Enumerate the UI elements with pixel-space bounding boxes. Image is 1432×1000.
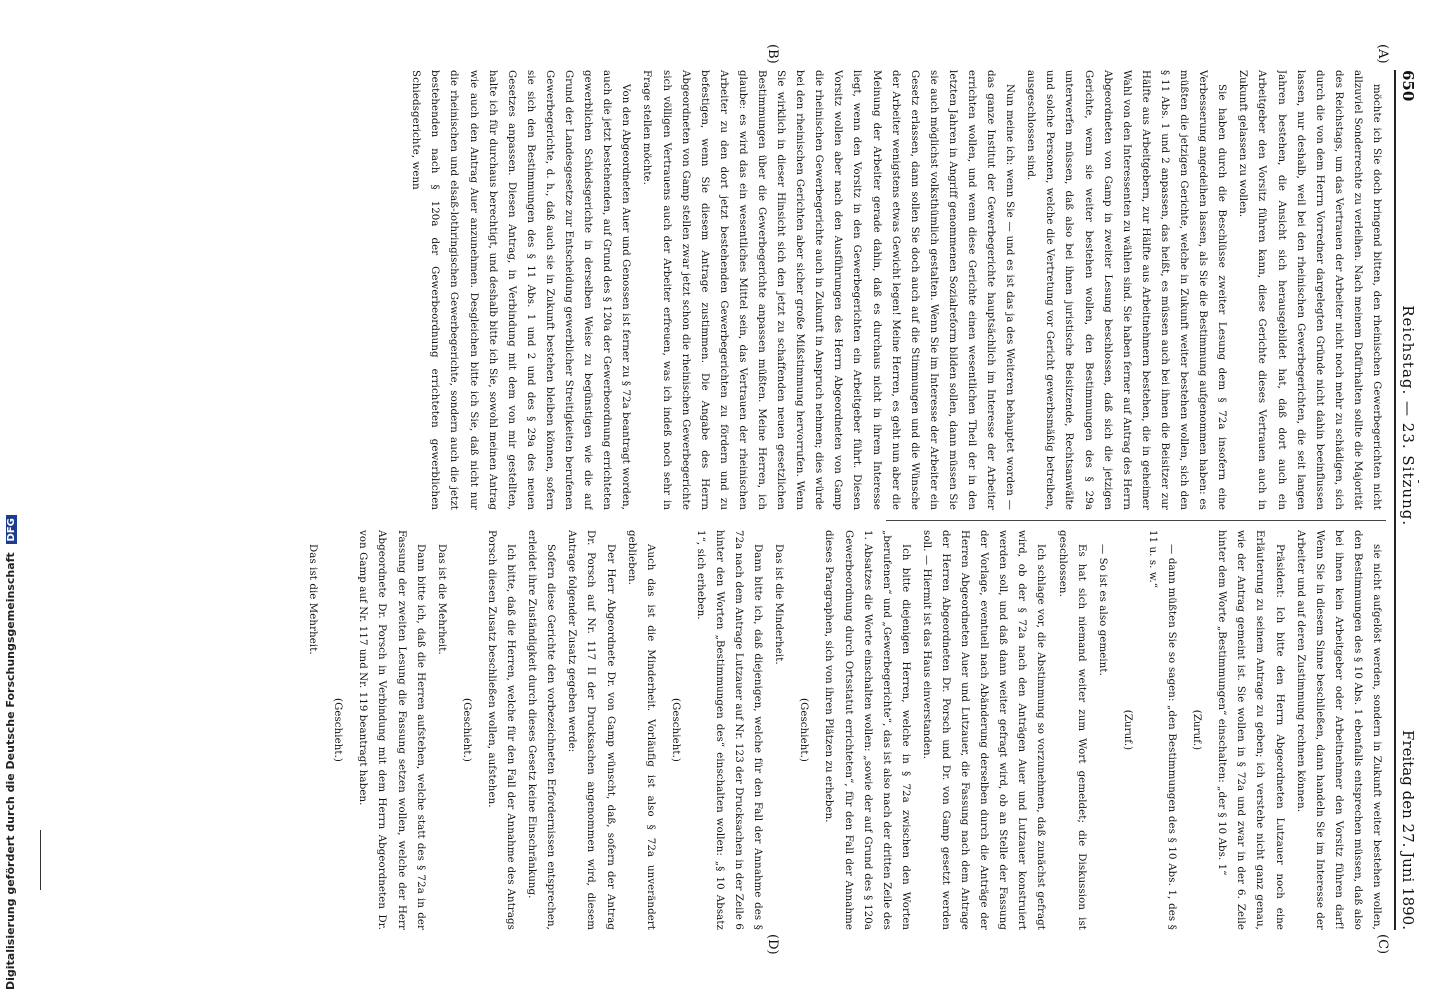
right-paragraph: Es hat sich niemand weiter zum Wort gemeldet; die Diskussion ist geschlossen. xyxy=(1056,530,1087,930)
right-paragraph: Das ist die Mehrheit. xyxy=(307,544,319,655)
page-header-date: Freitag den 27. Juni 1890. xyxy=(1399,730,1417,930)
dfg-credit-text xyxy=(4,0,17,990)
interjection: (Geschieht.) xyxy=(798,698,810,762)
right-paragraph: Der Herr Abgeordnete Dr. von Gamp wünscht, daß, sofern der Antrag Dr. Porsch auf Nr. 117 II der Drucksachen angenommen wird, diesem Antrage folgender Zusatz gegeben werde: xyxy=(566,530,616,930)
right-paragraph: Dann bitte ich, daß diejenigen, welche für den Fall der Annahme des § 72a nach dem Antrage Lutzauer auf Nr. 123 der Drucksachen in der Zeile 6 hinter den Worten „Bestimmungen des“ einschalten wollen: „§ 10 Absatz 1“, sich erheben. xyxy=(694,530,764,930)
right-paragraph: Dann bitte ich, daß die Herren aufstehen, welche statt des § 72a in der Fassung der zweiten Lesung die Fassung setzen wollen, welche der Herr Abgeordnete Dr. Porsch in Verbindung mit dem Herrn Abgeordneten Dr. von Gamp auf Nr. 117 und Nr. 119 beantragt haben. xyxy=(357,530,426,930)
right-paragraph: Ich bitte, daß die Herren, welche für den Fall der Annahme des Antrags Porsch diesen Zusatz beschließen wollen, aufstehen. xyxy=(485,530,517,930)
dfg-logo: DFG xyxy=(6,515,17,544)
page-number: 650 xyxy=(1399,70,1417,102)
margin-marker-a: (A) xyxy=(1375,44,1390,64)
rotated-document xyxy=(120,40,1420,960)
right-paragraph: Auch das ist die Minderheit. Vorläufig ist also § 72a unverändert geblieben. xyxy=(625,530,656,930)
column-divider xyxy=(886,520,1386,521)
quoted-text: Sofern diese Gerichte den vorbezeichneten Erfordernissen entsprechen, erleidet ihre Zuständigkeit durch dieses Gesetz keine Einschränkung. xyxy=(526,530,557,930)
page-header xyxy=(1394,70,1420,930)
interjection: (Zuruf.) xyxy=(1121,709,1133,751)
margin-marker-d: (D) xyxy=(765,934,780,955)
right-paragraph: Ich bitte diejenigen Herren, welche in § 72a zwischen den Worten „berufenen“ und „Gewerbegerichte“, das ist also nach der dritten Zeile des 1. Absatzes die Worte einschalten wollen: „sowie der auf Grund des § 120a Gewerbeordnung durch Ortsstatut errichteten“, für den Fall der Annahme dieses Paragraphen, sich von ihren Plätzen zu erheben. xyxy=(823,530,911,930)
interjection: (Geschieht.) xyxy=(460,698,472,762)
page-header-title: Reichstag. — 23. Sitzung. xyxy=(1399,305,1417,527)
right-column xyxy=(126,530,1386,930)
margin-marker-b: (B) xyxy=(765,44,780,64)
scan-margin-tick xyxy=(1418,480,1419,483)
interjection: (Zuruf.) xyxy=(1191,709,1203,751)
left-paragraph: Sie haben durch die Beschlüsse zweiter Lesung dem § 72a insofern eine Verbesserung angedeihen lassen, als Sie die Bestimmung aufgenommen haben: es müßten die jetzigen Gerichte, welche in Zukunft weiter bestehen wollen, sich den § 11 Abs. 1 und 2 anpassen, das heißt, es müssen auch bei ihnen die Beisitzer zur Hälfte aus Arbeitgebern, zur Hälfte aus Arbeitnehmern bestehen, die in geheimer Wahl von den Interessenten zu wählen sind. Sie haben ferner auf Antrag des Herrn Abgeordneten von Gamp in zweiter Lesung beschlossen, daß sich die jetzigen Gerichte, wenn sie weiter bestehen wollen, den Bestimmungen des § 29a unterwerfen müssen, daß also bei ihnen juristische Beisitzende, Rechtsanwälte und solche Personen, welche die Vertretung vor Gericht gewerbsmäßig betreiben, ausgeschlossen sind. xyxy=(1025,70,1228,510)
right-paragraph: — dann müßten Sie so sagen: „den Bestimmungen des § 10 Abs. 1, des § 11 u. s. w.“ xyxy=(1146,530,1178,930)
right-paragraph: Das ist die Minderheit. xyxy=(773,544,785,665)
right-paragraph: Das ist die Mehrheit. xyxy=(435,544,447,655)
left-column xyxy=(126,70,1386,510)
interjection: (Geschieht.) xyxy=(669,698,681,762)
dfg-credit-label: Digitalisierung gefördert durch die Deutsche Forschungsgemeinschaft xyxy=(4,552,17,990)
dfg-credit-band xyxy=(0,0,24,1000)
right-paragraph: Ich schlage vor, die Abstimmung so vorzunehmen, daß zunächst gefragt wird, ob der § 72a nach den Anträgen Auer und Lutzauer konstruiert werden soll, und daß dann weiter gefragt wird, ob an Stelle der Fassung der Vorlage, eventuell nach Abänderung derselben durch die Anträge der Herren Abgeordneten Auer und Lutzauer, die Fassung nach dem Antrage der Herren Abgeordneten Dr. Porsch und Dr. von Gamp gesetzt werden soll. — Hiermit ist das Haus einverstanden. xyxy=(920,530,1047,930)
left-paragraph: möchte ich Sie doch bringend bitten, den rheinischen Gewerbegerichten nicht allzuviel Sonderrechte zu verleihen. Nach meinem Dafürhalten sollte die Majorität des Reichstags, um das Vertrauen der Arbeiter nicht noch mehr zu schädigen, sich durch die von dem Herrn Vorredner dargelegten Gründe nicht dahin beeinflussen lassen, nur deshalb, weil bei den rheinischen Gewerbegerichten, die seit langen Jahren bestehen, die Ansicht sich herausgebildet hat, daß dort auch ein Arbeitgeber den Vorsitz führen kann, diese Gerichte dieses Vertrauen auch in Zukunft gelassen zu wollen. xyxy=(1237,70,1382,510)
interjection: (Geschieht.) xyxy=(332,698,344,762)
right-paragraph: Präsident: Ich bitte den Herrn Abgeordneten Lutzauer noch eine Erläuterung zu seinem Antrage zu geben; ich verstehe nicht ganz genau, wie der Antrag gemeint ist. Sie wollen in § 72a und zwar in der 6. Zeile hinter dem Worte „Bestimmungen“ einschalten: „der § 10 Abs. 1“ xyxy=(1216,530,1285,930)
margin-marker-c: (C) xyxy=(1375,934,1390,955)
right-paragraph: — So ist es also gemeint. xyxy=(1096,544,1108,676)
left-paragraph: Von den Abgeordneten Auer und Genossen ist ferner zu § 72a beantragt worden, auch die jetzt bestehenden, auf Grund des § 120a der Gewerbeordnung errichteten gewerblichen Schiedsgerichte in derselben Weise zu begünstigen wie die auf Grund der Landesgesetze zur Entscheidung gewerblicher Streitigkeiten berufenen Gewerbegerichte, d. h., daß auch sie in Zukunft bestehen bleiben können, sofern sie sich den Bestimmungen des § 11 Abs. 1 und 2 und des § 29a des neuen Gesetzes anpassen. Diesen Antrag, in Verbindung mit dem von mir gestellten, halte ich für durchaus berechtigt, und deshalb bitte ich Sie, sowohl meinen Antrag wie auch den Antrag Auer anzunehmen. Desgleichen bitte ich Sie, daß nicht nur die rheinischen und elsaß-lothringischen Gewerbegerichte, sondern auch die jetzt bestehenden nach § 120a der Gewerbeordnung errichteten gewerblichen Schiedsgerichte, wenn xyxy=(410,70,632,510)
right-paragraph: sie nicht aufgelöst werden, sondern in Zukunft weiter bestehen wollen, den Bestimmungen des § 10 Abs. 1 ebenfalls entsprechen müssen, daß also bei ihnen kein Arbeitgeber oder Arbeitnehmer den Vorsitz führen darf! Wenn Sie in diesem Sinne beschließen, dann handeln Sie im Interesse der Arbeiter und auf deren Zustimmung rechnen können. xyxy=(1294,530,1382,930)
left-paragraph: Nun meine ich: wenn Sie — und es ist das ja des Weiteren behauptet worden — das ganze Institut der Gewerbegerichte hauptsächlich im Interesse der Arbeiter errichten wollen, und wenn diese Gerichte einen wesentlichen Theil der in den letzten Jahren in Angriff genommenen Sozialreform bilden sollen, dann müssen Sie sie auch möglichst volksthümlich gestalten. Wenn Sie im Interesse der Arbeiter ein Gesetz erlassen, dann sollen Sie doch auch auf die Stimmungen und die Wünsche der Arbeiter wenigstens etwas Gewicht legen! Meine Herren, es geht nun aber die Meinung der Arbeiter gerade dahin, daß es durchaus nicht in ihrem Interesse liegt, wenn den Vorsitz in den Gewerbegerichten ein Arbeitgeber führt. Diesen Vorsitz wollen aber nach den Ausführungen des Herrn Abgeordneten von Gamp die rheinischen Gewerbegerichte auch in Zukunft in Anspruch nehmen; dies würde bei den rheinischen Gerichten aber sicher große Mißstimmung hervorrufen. Wenn Sie wirklich in dieser Hinsicht sich den jetzt zu schaffenden neuen gesetzlichen Bestimmungen über die Gewerbegerichte anpassen müßten. Meine Herren, ich glaube: es wird das ein wesentliches Mittel sein, das Vertrauen der rheinischen Arbeiter zu den dort jetzt bestehenden Gewerbegerichten zu fördern und zu befestigen, wenn Sie diesem Antrage zustimmen. Die Angabe des Herrn Abgeordneten von Gamp stellen zwar jetzt schon die rheinischen Gewerbegerichte sich völligen Vertrauens auch der Arbeiter erfreuen, was ich indeß noch sehr in Frage stellen möchte. xyxy=(641,70,1016,510)
scan-margin-line xyxy=(40,830,41,890)
